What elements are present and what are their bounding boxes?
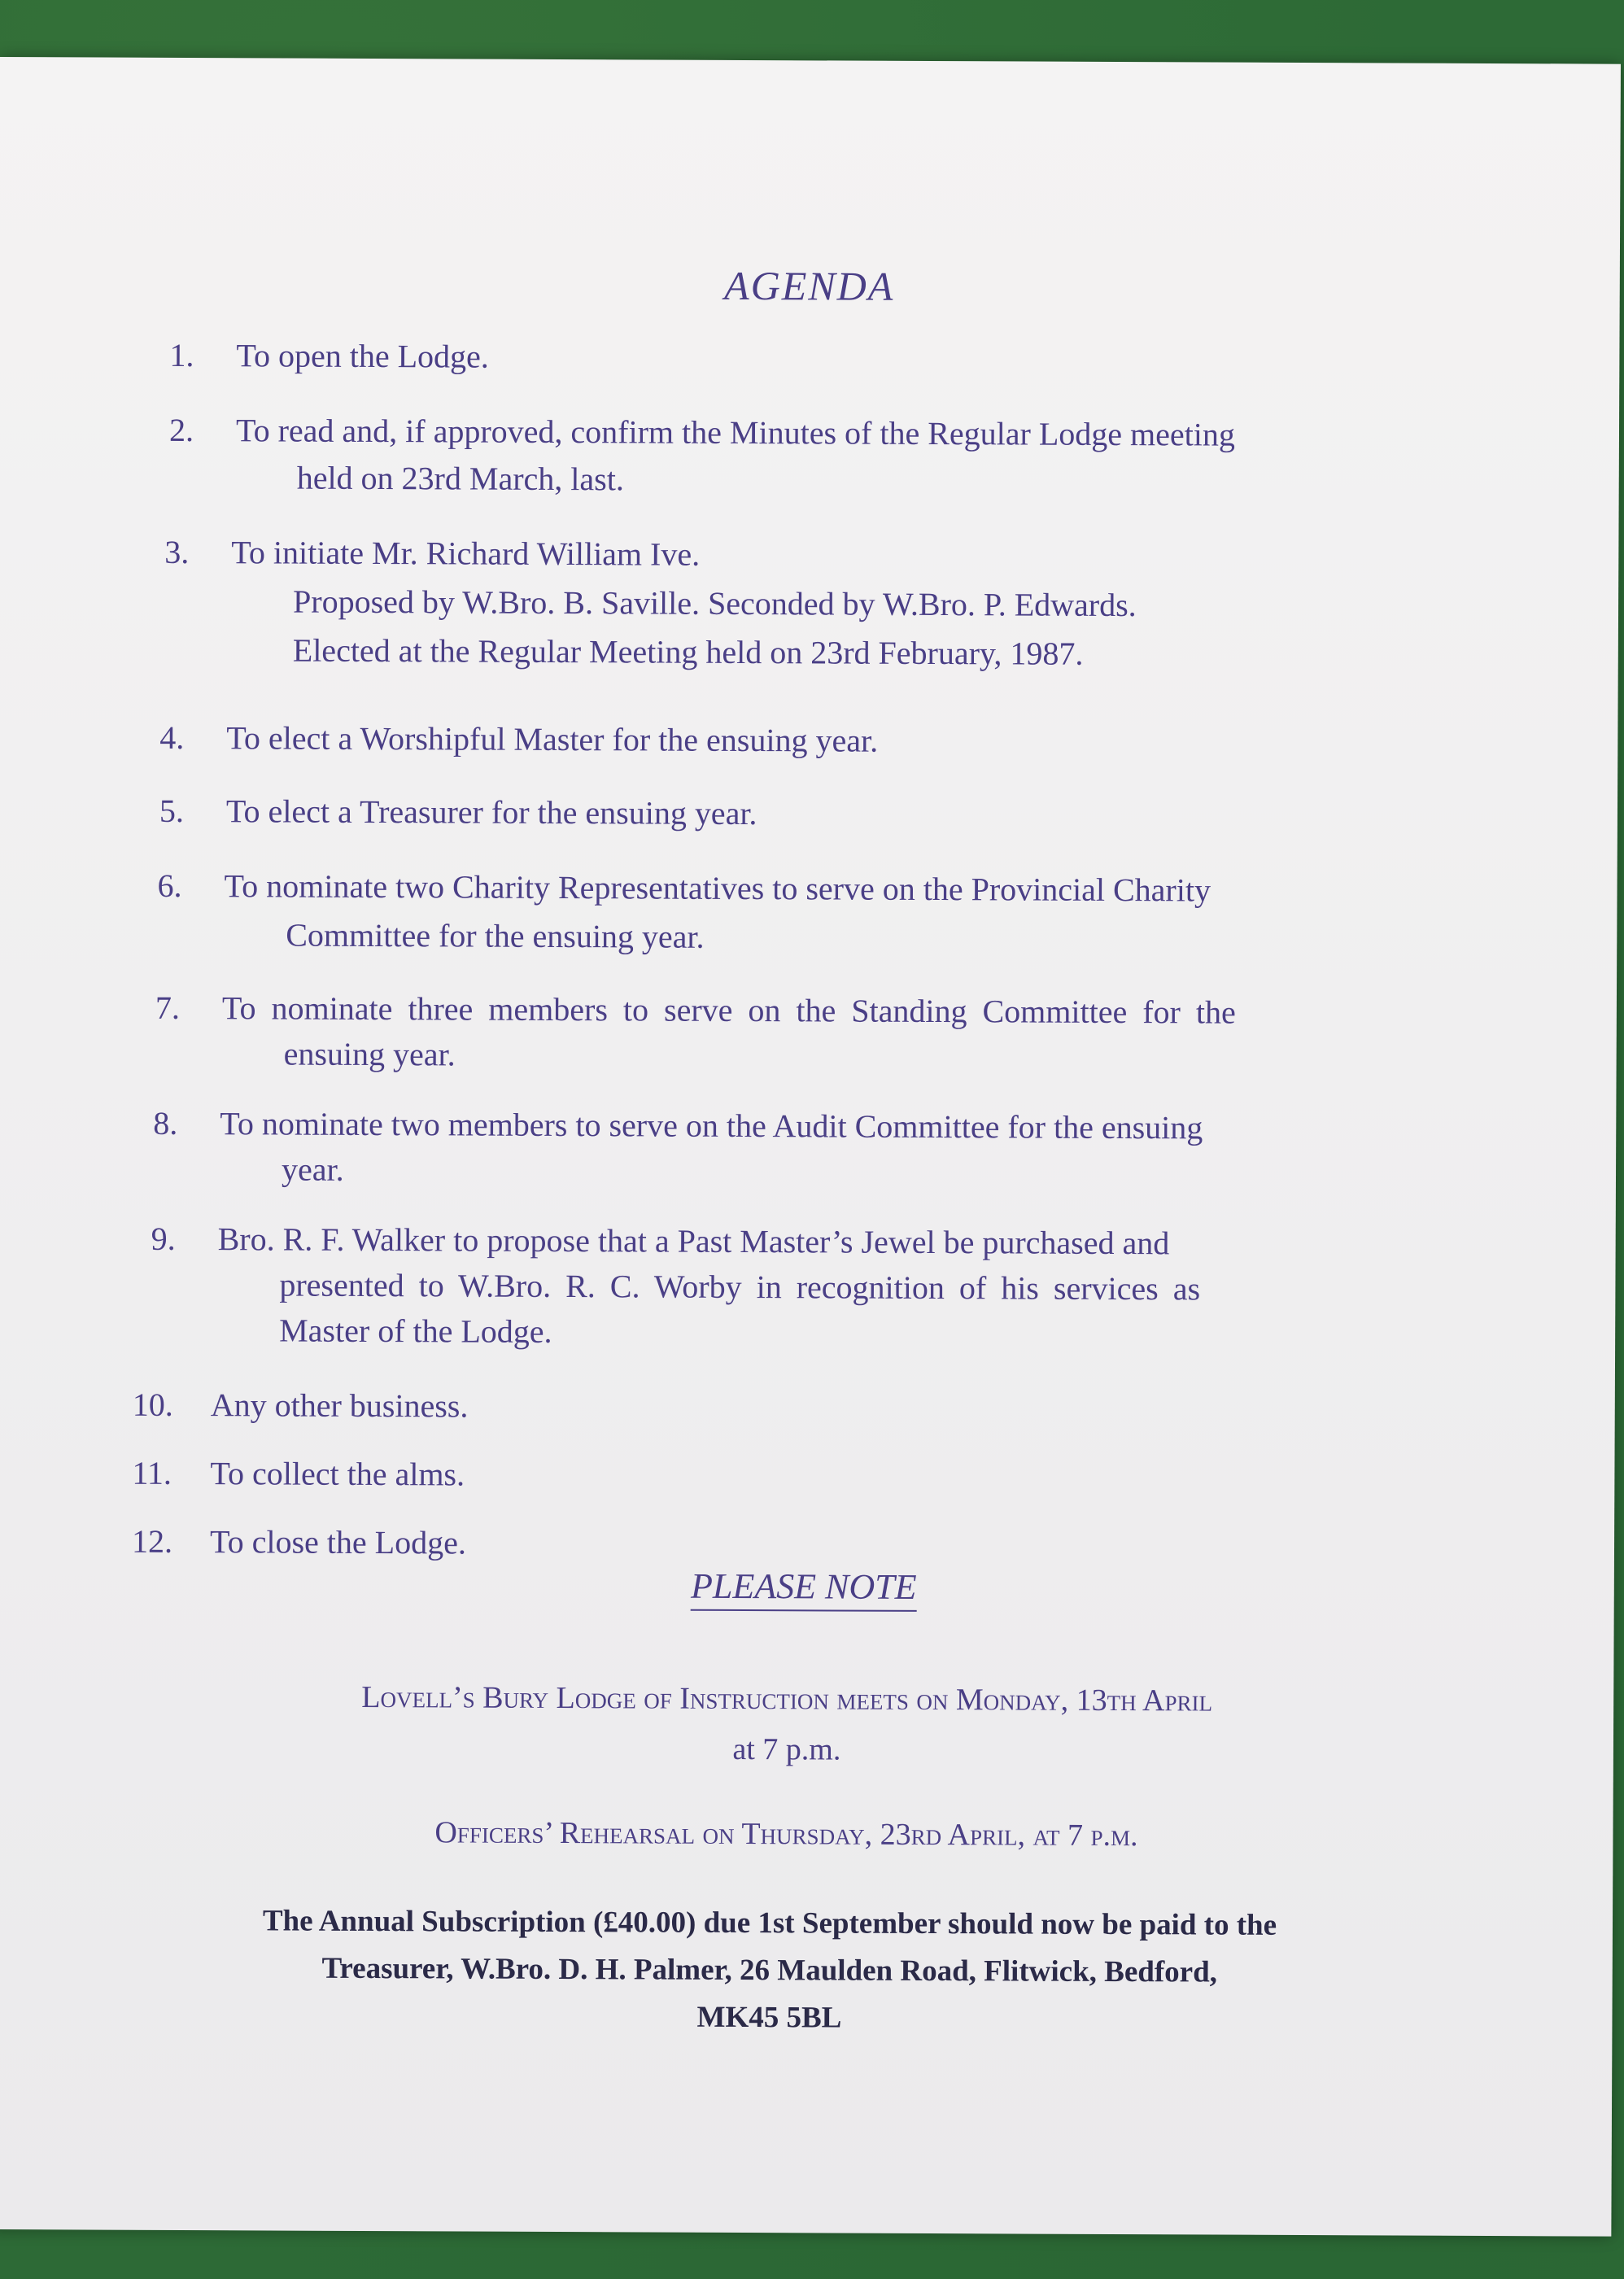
item-text-continued: held on 23rd March, last. (296, 459, 624, 498)
item-text-continued: Elected at the Regular Meeting held on 23rd February, 1987. (292, 631, 1084, 672)
item-text: To nominate two Charity Representatives to serve on the Provincial Charity (224, 867, 1211, 909)
agenda-sheet (0, 57, 1621, 2237)
item-text: To initiate Mr. Richard William Ive. (231, 534, 701, 573)
item-text: To elect a Worshipful Master for the ensuing year. (226, 719, 879, 759)
subscription-notice: The Annual Subscription (£40.00) due 1st September should now be paid to the (262, 1904, 1277, 1942)
item-text-continued: presented to W.Bro. R. C. Worby in recognition of his services as (279, 1266, 1201, 1308)
item-text: To close the Lodge. (209, 1523, 467, 1561)
item-text-continued: Committee for the ensuing year. (286, 916, 705, 955)
item-number: 9. (151, 1220, 176, 1257)
item-text: To open the Lodge. (236, 337, 489, 375)
item-number: 7. (155, 989, 181, 1026)
treasurer-address: Treasurer, W.Bro. D. H. Palmer, 26 Maulden Road, Flitwick, Bedford, (321, 1951, 1218, 1989)
item-text: To elect a Treasurer for the ensuing year. (225, 792, 757, 832)
item-number: 10. (132, 1386, 173, 1423)
lodge-of-instruction-time: at 7 p.m. (732, 1731, 841, 1767)
item-number: 11. (132, 1454, 172, 1491)
please-note-heading (0, 1562, 1614, 1611)
item-number: 2. (168, 411, 194, 449)
please-note-text: PLEASE NOTE (691, 1566, 917, 1612)
item-number: 6. (157, 867, 182, 904)
item-number: 8. (153, 1104, 178, 1142)
item-text: To nominate two members to serve on the Audit Committee for the ensuing (220, 1105, 1203, 1146)
item-text-continued: year. (281, 1150, 344, 1188)
item-text-continued: Proposed by W.Bro. B. Saville. Seconded by W.Bro. P. Edwards. (292, 583, 1137, 624)
item-number: 4. (159, 718, 185, 756)
item-text-continued: ensuing year. (283, 1035, 456, 1073)
item-number: 3. (164, 533, 190, 571)
item-text: To collect the alms. (210, 1455, 465, 1493)
item-number: 1. (169, 336, 194, 374)
item-text: To nominate three members to serve on the Standing Committee for the (221, 989, 1236, 1031)
item-number: 5. (159, 792, 185, 829)
item-number: 12. (131, 1522, 173, 1560)
lodge-of-instruction-notice: Lovell’s Bury Lodge of Instruction meets on Monday, 13th April (361, 1679, 1213, 1718)
item-text: Bro. R. F. Walker to propose that a Past Master’s Jewel be purchased and (217, 1220, 1170, 1262)
officers-rehearsal-notice: Officers’ Rehearsal on Thursday, 23rd April, at 7 p.m. (434, 1815, 1138, 1853)
agenda-title: AGENDA (724, 262, 895, 309)
postcode: MK45 5BL (696, 2000, 842, 2035)
item-text-continued: Master of the Lodge. (279, 1312, 552, 1350)
item-text: Any other business. (210, 1386, 469, 1425)
item-text: To read and, if approved, confirm the Minutes of the Regular Lodge meeting (235, 412, 1236, 453)
